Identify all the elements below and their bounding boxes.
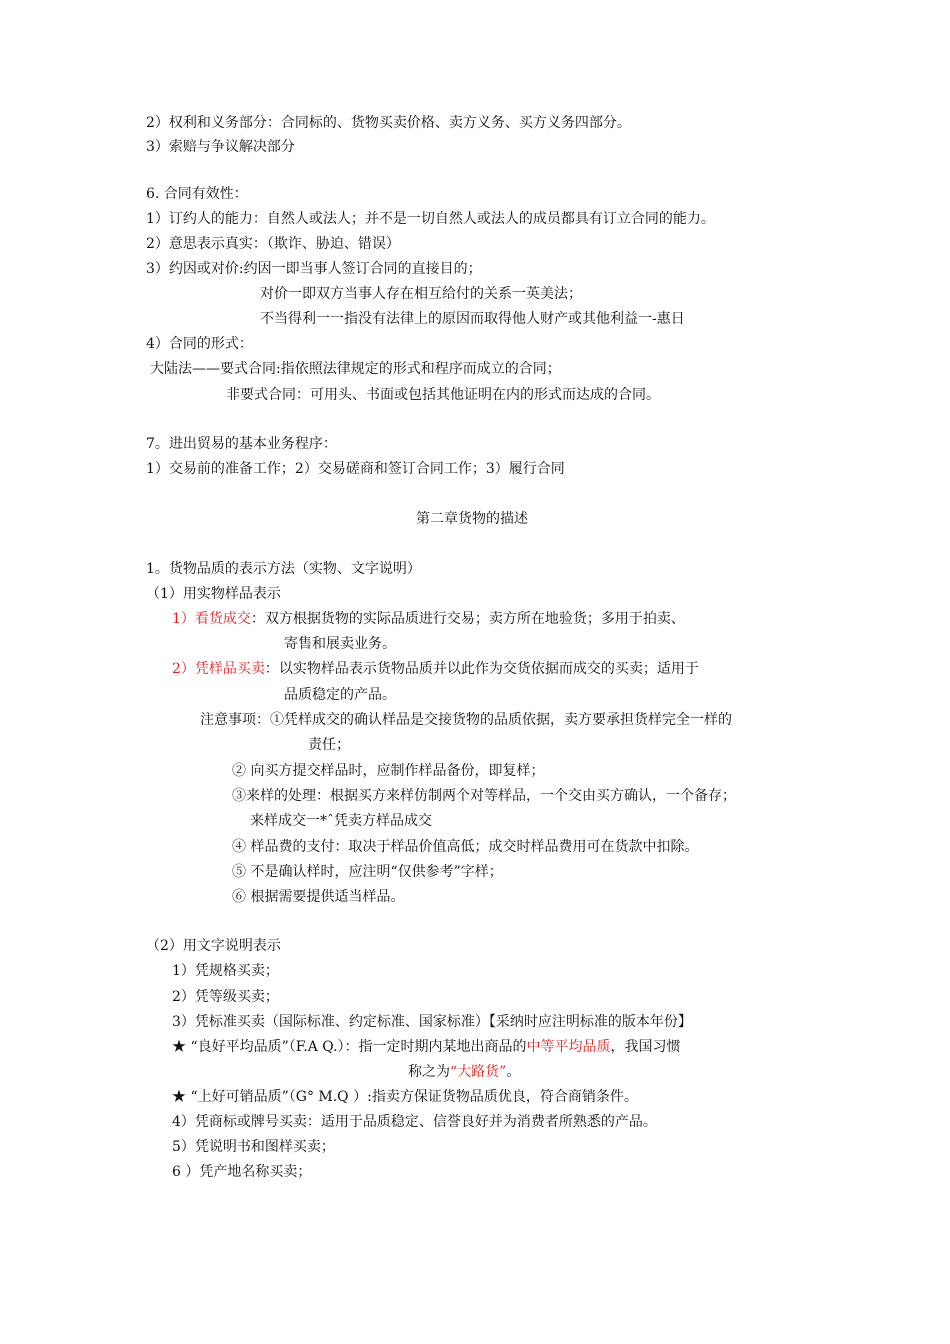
consideration-line-3: 不当得利一一指没有法律上的原因而取得他人财产或其他利益一-惠日 [260,311,685,327]
faq-line-continued [408,1063,520,1081]
inspection-sale-continued: 寄售和展卖业务。 [284,636,396,652]
form-heading: 4）合同的形式： [146,336,253,352]
inspection-sale-line [172,610,685,628]
notes-line-3: ③来样的处理：根据买方来样仿制两个对等样品，一个交由买方确认，一个备存； [232,788,736,804]
standard-sale-line: 3）凭标准买卖（国际标准、约定标准、国家标准）【采纳时应注明标准的版本年份】 [172,1014,692,1030]
notes-line-4: ④ 样品费的支付：取决于样品价值高低；成交时样品费用可在货款中扣除。 [232,839,699,855]
faq-text-a: ★ “良好平均品质”（F.A Q.）：指一定时期内某地出商品的 [172,1039,527,1055]
sample-method-heading: （1）用实物样品表示 [146,586,281,602]
consideration-line: 3）约因或对价:约因一即当事人签订合同的直接目的； [146,261,482,277]
faq-text-b: ，我国习惯 [610,1039,681,1055]
claims-line: 3）索赔与争议解决部分 [146,139,295,155]
grade-sale-line: 2）凭等级买卖； [172,989,279,1005]
inspection-sale-label: 1）看货成交 [172,611,251,627]
capacity-line: 1）订约人的能力：自然人或法人；并不是一切自然人或法人的成员都具有订立合同的能力。 [146,211,715,227]
notes-line-1-continued: 责任； [308,737,350,753]
faq-cont-a: 称之为 [408,1064,450,1080]
informal-contract-line: 非要式合同：可用头、书面或包括其他证明在内的形式而达成的合同。 [226,387,660,403]
notes-line-2: ② 向买方提交样品时，应制作样品备份，即复样； [232,763,545,779]
text-method-heading: （2）用文字说明表示 [146,938,281,954]
notes-line-6: ⑥ 根据需要提供适当样品。 [232,889,405,905]
faq-cont-highlight: “大路货” [450,1064,507,1080]
procedure-line: 1）交易前的准备工作；2）交易磋商和签订合同工作；3）履行合同 [146,461,565,477]
sale-by-sample-label: 2）凭样品买卖 [172,661,265,677]
faq-line [172,1038,681,1056]
intent-line: 2）意思表示真实：（欺诈、胁迫、错误） [146,236,400,252]
trademark-sale-line: 4）凭商标或牌号买卖：适用于品质稳定、信誉良好并为消费者所熟悉的产品。 [172,1114,657,1130]
quality-heading: 1。货物品质的表示方法（实物、文字说明） [146,561,421,577]
sale-by-sample-text: ：以实物样品表示货物品质并以此作为交货依据而成交的买卖；适用于 [264,661,699,677]
description-sale-line: 5）凭说明书和图样买卖； [172,1139,335,1155]
notes-line-3-continued: 来样成交一*ˆ凭卖方样品成交 [250,813,432,829]
chapter-title: 第二章货物的描述 [416,511,528,527]
section-6-heading: 6. 合同有效性： [146,186,248,202]
sale-by-sample-line [172,660,699,678]
faq-highlight: 中等平均品质 [526,1039,611,1055]
origin-sale-line: 6 ）凭产地名称买卖； [172,1164,312,1180]
inspection-sale-text: ：双方根据货物的实际品质进行交易；卖方所在地验货；多用于拍卖、 [250,611,685,627]
formal-contract-line: 大陆法——要式合同:指依照法律规定的形式和程序而成立的合同； [150,361,561,377]
rights-obligations-line: 2）权利和义务部分：合同标的、货物买卖价格、卖方义务、买方义务四部分。 [146,115,631,131]
sale-by-sample-continued: 品质稳定的产品。 [284,687,396,703]
gmq-line: ★ “上好可销品质”（G° M.Q ）:指卖方保证货物品质优良，符合商销条件。 [172,1089,638,1105]
consideration-line-2: 对价一即双方当事人存在相互给付的关系一英美法； [260,286,582,302]
spec-sale-line: 1）凭规格买卖； [172,963,279,979]
notes-line-5: ⑤ 不是确认样时，应注明“仅供参考”字样； [232,864,503,880]
section-7-heading: 7。进出贸易的基本业务程序： [146,436,337,452]
notes-line-1: 注意事项：①凭样成交的确认样品是交接货物的品质依据，卖方要承担货样完全一样的 [200,712,732,728]
faq-cont-b: 。 [506,1064,521,1080]
